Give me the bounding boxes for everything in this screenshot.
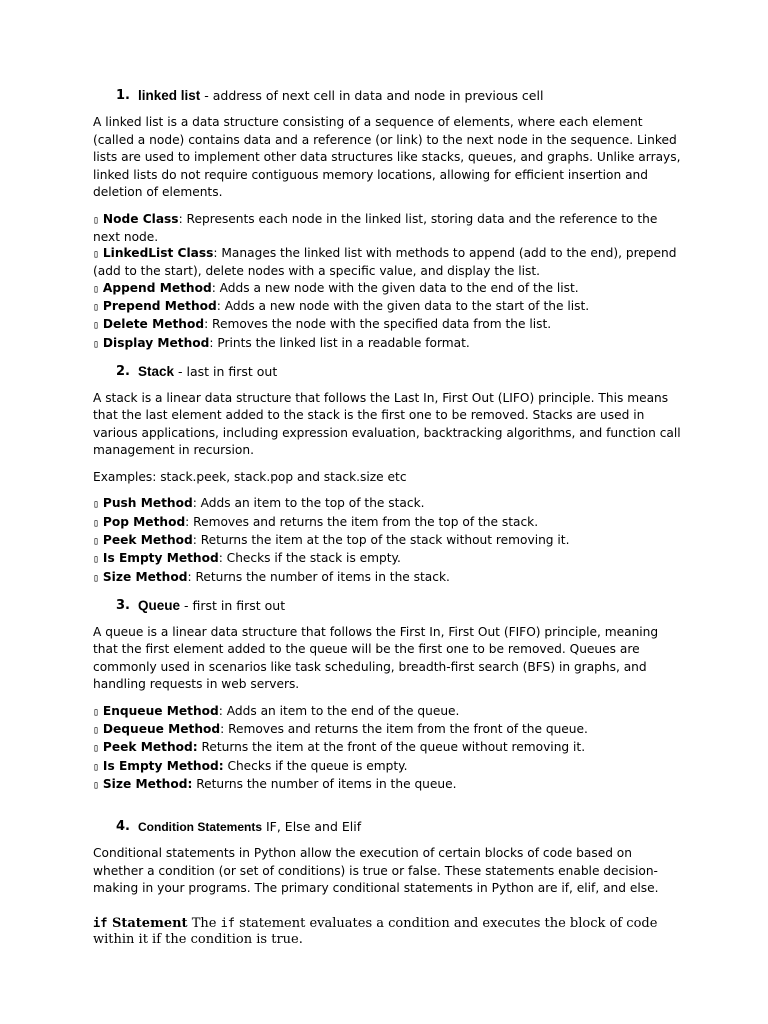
placeholder-glyph-icon: ▯ [93,761,100,773]
section-paragraph: Conditional statements in Python allow the execution of certain blocks of code based on whether a condition (or set of conditions) is true or false. These statements enable decision-making in your programs. The primary conditional statements in Python are if, elif, and else. [93,846,659,896]
list-item: ▯ Is Empty Method: Checks if the queue is empty. [93,758,408,773]
section-heading-stack [93,362,683,382]
section-paragraph: A stack is a linear data structure that follows the Last In, First Out (LIFO) principle. This means that the last element added to the stack is the first one to be removed. Stacks are used in various applications, including expression evaluation, backtracking algorithms, and function call management in recursion. [93,390,681,458]
list-item: ▯ LinkedList Class: Manages the linked list with methods to append (add to the end), prepend (add to the start), delete nodes with a specific value, and display the list. [93,246,677,279]
placeholder-glyph-icon: ▯ [93,301,100,313]
method-list [93,211,683,353]
section-subtitle: IF, Else and Elif [262,819,362,835]
list-item: ▯ Pop Method: Removes and returns the item from the top of the stack. [93,514,539,529]
section-title: Stack [138,363,175,379]
section-title: Queue [138,597,181,613]
placeholder-glyph-icon: ▯ [93,283,100,295]
statement-label: Statement [107,915,188,931]
examples-line: Examples: stack.peek, stack.pop and stack.size etc [93,469,407,484]
section-subtitle: - address of next cell in data and node in previous cell [200,88,544,103]
list-item: ▯ Peek Method: Returns the item at the front of the queue without removing it. [93,740,586,755]
placeholder-glyph-icon: ▯ [93,780,100,792]
placeholder-glyph-icon: ▯ [93,706,100,718]
list-item: ▯ Append Method: Adds a new node with the given data to the end of the list. [93,280,579,295]
list-item: ▯ Size Method: Returns the number of items in the queue. [93,777,457,792]
section-heading-linked-list [93,86,683,106]
placeholder-glyph-icon: ▯ [93,320,100,332]
list-item: ▯ Is Empty Method: Checks if the stack is empty. [93,551,401,566]
spacer [93,803,683,817]
section-title: Condition Statements [138,820,263,835]
list-item: ▯ Delete Method: Removes the node with the specified data from the list. [93,317,552,332]
section-heading-conditions [93,817,683,837]
if-keyword: if [93,915,108,930]
section-number: 4. [116,819,130,835]
section-subtitle: - last in first out [174,363,278,379]
placeholder-glyph-icon: ▯ [93,499,100,511]
list-item: ▯ Dequeue Method: Removes and returns the item from the front of the queue. [93,722,588,737]
section-number: 2. [116,363,130,379]
list-item: ▯ Node Class: Represents each node in the linked list, storing data and the reference to the next node. [93,211,658,244]
placeholder-glyph-icon: ▯ [93,725,100,737]
section-paragraph: A linked list is a data structure consisting of a sequence of elements, where each element (called a node) contains data and a reference (or link) to the next node in the sequence. Linked lists are used to implement other data structures like stacks, queues, and graphs. Unlike arrays, linked lists do not require contiguous memory locations, allowing for efficient insertion and deletion of elements. [93,115,681,199]
section-title: linked list [138,88,201,103]
section-number: 3. [116,597,130,613]
section-paragraph: A queue is a linear data structure that follows the First In, First Out (FIFO) principle, meaning that the first element added to the queue will be the first one to be removed. Queues are commonly used in scenarios like task scheduling, breadth-first search (BFS) in graphs, and handling requests in web servers. [93,624,659,692]
placeholder-glyph-icon: ▯ [93,572,100,584]
placeholder-glyph-icon: ▯ [93,338,100,350]
placeholder-glyph-icon: ▯ [93,554,100,566]
placeholder-glyph-icon: ▯ [93,517,100,529]
list-item: ▯ Peek Method: Returns the item at the top of the stack without removing it. [93,532,570,547]
section-heading-queue [93,596,683,616]
document-page [93,86,683,961]
if-code: if [220,915,236,930]
method-list [93,495,683,586]
list-item: ▯ Display Method: Prints the linked list in a readable format. [93,335,470,350]
list-item: ▯ Enqueue Method: Adds an item to the end of the queue. [93,703,460,718]
placeholder-glyph-icon: ▯ [93,743,100,755]
placeholder-glyph-icon: ▯ [93,214,100,226]
placeholder-glyph-icon: ▯ [93,249,100,261]
list-item: ▯ Size Method: Returns the number of items in the stack. [93,569,450,584]
list-item: ▯ Prepend Method: Adds a new node with the given data to the start of the list. [93,298,590,313]
if-statement-paragraph: if Statement The if statement evaluates a condition and executes the block of code within it if the condition is true. [93,915,658,947]
placeholder-glyph-icon: ▯ [93,535,100,547]
list-item: ▯ Push Method: Adds an item to the top of the stack. [93,496,425,511]
section-subtitle: - first in first out [180,597,286,613]
section-number: 1. [116,88,130,103]
method-list [93,703,683,794]
